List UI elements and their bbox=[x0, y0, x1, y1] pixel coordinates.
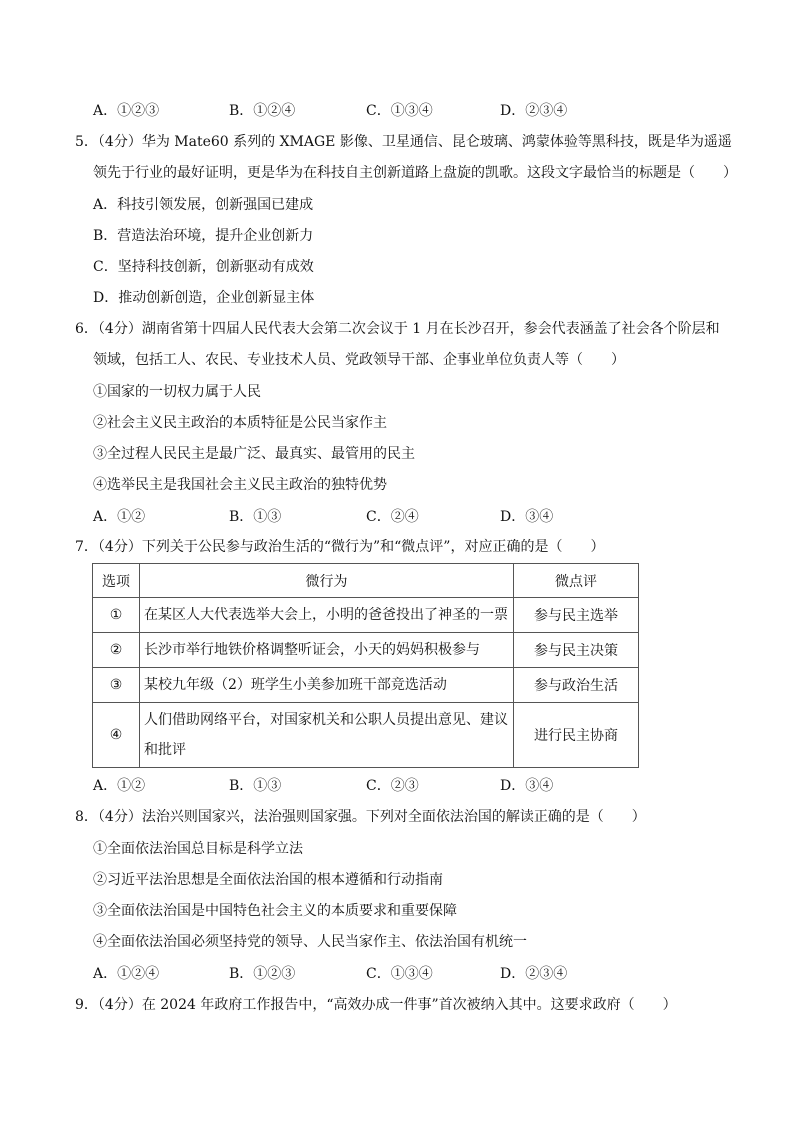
table-header-option: 选项 bbox=[93, 564, 140, 598]
q5-stem-line1: 5．（4分）华为 Mate60 系列的 XMAGE 影像、卫星通信、昆仑玻璃、鸿蒙体验等黑科技，既是华为遥遥 bbox=[75, 134, 732, 150]
row-action bbox=[140, 703, 514, 768]
table-header-row bbox=[93, 564, 639, 598]
q8-option-d: D．②③④ bbox=[500, 966, 568, 982]
q7-stem: 7．（4分）下列关于公民参与政治生活的“微行为”和“微点评”，对应正确的是（ ） bbox=[75, 539, 605, 555]
q7-table bbox=[92, 563, 639, 768]
row-comment: 参与政治生活 bbox=[514, 668, 639, 703]
row-comment: 参与民主决策 bbox=[514, 633, 639, 668]
q5-option-c: C．坚持科技创新，创新驱动有成效 bbox=[93, 259, 314, 275]
row-action: 某校九年级（2）班学生小美参加班干部竞选活动 bbox=[140, 668, 514, 703]
table-header-comment: 微点评 bbox=[514, 564, 639, 598]
q5-option-a: A．科技引领发展，创新强国已建成 bbox=[93, 197, 314, 213]
q8-option-a: A．①②④ bbox=[93, 966, 160, 982]
row-action-line1: 人们借助网络平台，对国家机关和公职人员提出意见、建议 bbox=[144, 712, 508, 728]
row-comment: 进行民主协商 bbox=[514, 703, 639, 768]
table-row bbox=[93, 703, 639, 768]
q8-statement-2: ②习近平法治思想是全面依法治国的根本遵循和行动指南 bbox=[93, 872, 443, 888]
q6-option-d: D．③④ bbox=[500, 509, 554, 525]
row-comment: 参与民主选举 bbox=[514, 598, 639, 633]
row-number: ④ bbox=[93, 703, 140, 768]
table-row bbox=[93, 598, 639, 633]
q5-option-d: D．推动创新创造，企业创新显主体 bbox=[93, 290, 315, 306]
row-number: ① bbox=[93, 598, 140, 633]
q6-option-a: A．①② bbox=[93, 509, 146, 525]
q6-statement-3: ③全过程人民民主是最广泛、最真实、最管用的民主 bbox=[93, 446, 415, 462]
q5-stem-line2: 领先于行业的最好证明，更是华为在科技自主创新道路上盘旋的凯歌。这段文字最恰当的标题是（ ） bbox=[93, 165, 737, 181]
q8-option-c: C．①③④ bbox=[366, 966, 433, 982]
q4-option-d: D．②③④ bbox=[500, 103, 568, 119]
q8-statement-1: ①全面依法治国总目标是科学立法 bbox=[93, 841, 303, 857]
table-row bbox=[93, 633, 639, 668]
q6-option-b: B．①③ bbox=[229, 509, 282, 525]
q6-option-c: C．②④ bbox=[366, 509, 419, 525]
row-action: 长沙市举行地铁价格调整听证会，小天的妈妈积极参与 bbox=[140, 633, 514, 668]
q6-statement-1: ①国家的一切权力属于人民 bbox=[93, 384, 261, 400]
q5-option-b: B．营造法治环境，提升企业创新力 bbox=[93, 228, 314, 244]
q7-option-b: B．①③ bbox=[229, 778, 282, 794]
row-number: ② bbox=[93, 633, 140, 668]
q4-option-c: C．①③④ bbox=[366, 103, 433, 119]
q4-option-b: B．①②④ bbox=[229, 103, 296, 119]
q8-statement-3: ③全面依法治国是中国特色社会主义的本质要求和重要保障 bbox=[93, 903, 457, 919]
q8-statement-4: ④全面依法治国必须坚持党的领导、人民当家作主、依法治国有机统一 bbox=[93, 934, 527, 950]
q7-option-d: D．③④ bbox=[500, 778, 554, 794]
q6-stem-line2: 领域，包括工人、农民、专业技术人员、党政领导干部、企事业单位负责人等（ ） bbox=[93, 352, 625, 368]
q6-statement-4: ④选举民主是我国社会主义民主政治的独特优势 bbox=[93, 477, 387, 493]
table-row bbox=[93, 668, 639, 703]
row-number: ③ bbox=[93, 668, 140, 703]
q6-stem-line1: 6．（4分）湖南省第十四届人民代表大会第二次会议于 1 月在长沙召开，参会代表涵盖了社会各个阶层和 bbox=[75, 321, 720, 337]
q7-option-a: A．①② bbox=[93, 778, 146, 794]
q4-option-a: A．①②③ bbox=[93, 103, 160, 119]
row-action: 在某区人大代表选举大会上，小明的爸爸投出了神圣的一票 bbox=[140, 598, 514, 633]
q6-statement-2: ②社会主义民主政治的本质特征是公民当家作主 bbox=[93, 415, 387, 431]
q9-stem: 9．（4分）在 2024 年政府工作报告中，“高效办成一件事”首次被纳入其中。这要求政府（ ） bbox=[75, 997, 677, 1013]
table-header-action: 微行为 bbox=[140, 564, 514, 598]
row-action-line2: 和批评 bbox=[144, 742, 186, 758]
q7-option-c: C．②③ bbox=[366, 778, 419, 794]
q8-stem: 8．（4分）法治兴则国家兴，法治强则国家强。下列对全面依法治国的解读正确的是（ ） bbox=[75, 809, 646, 825]
q8-option-b: B．①②③ bbox=[229, 966, 296, 982]
